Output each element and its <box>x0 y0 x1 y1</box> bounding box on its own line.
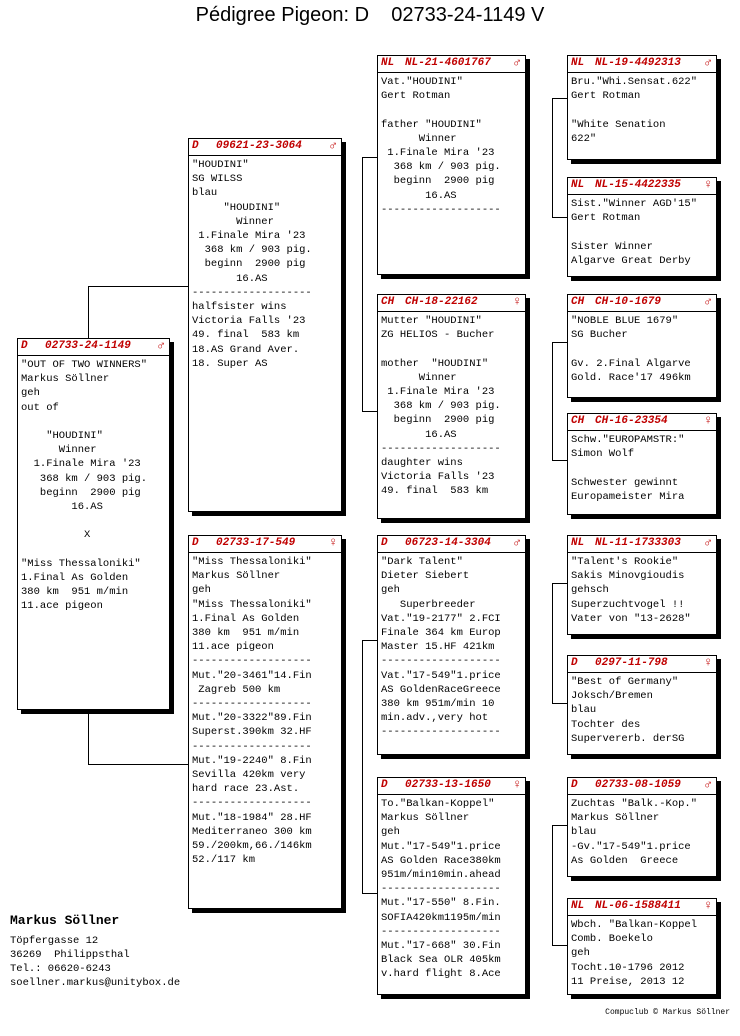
card-line: Markus Söllner <box>192 570 281 583</box>
card-header <box>378 56 525 73</box>
card-line: Mut."20-3461"14.Fin <box>192 669 312 682</box>
card-line: 1.Final As Golden <box>21 572 129 585</box>
card-body <box>568 73 716 148</box>
connector-line <box>552 98 568 99</box>
sex-symbol: ♀ <box>704 177 712 192</box>
country-code: D <box>571 657 578 669</box>
card-line: Schwester gewinnt <box>571 476 679 489</box>
ring-number: 02733-17-549 <box>216 537 296 549</box>
ring-number: NL-19-4492313 <box>595 57 681 69</box>
card-line: 380 km 951m/min 10 <box>381 698 495 711</box>
sex-symbol: ♀ <box>704 413 712 428</box>
card-line: "HOUDINI" <box>192 159 249 171</box>
card-line: 380 km 951 m/min <box>21 586 129 599</box>
card-header <box>568 295 716 312</box>
card-line: "HOUDINI" <box>192 201 281 214</box>
card-line: ------------------- <box>192 698 312 711</box>
ring-number: 02733-24-1149 <box>45 340 131 352</box>
connector-line <box>552 703 568 704</box>
card-line <box>571 342 713 356</box>
card-line: Gv. 2.Final Algarve <box>571 357 691 370</box>
card-line: geh <box>381 826 400 839</box>
card-body <box>378 73 525 219</box>
connector-line <box>362 157 363 411</box>
card-line: father "HOUDINI" <box>381 118 482 131</box>
card-line: "NOBLE BLUE 1679" <box>571 315 679 327</box>
card-line: geh <box>192 584 211 597</box>
card-line: 1.Finale Mira '23 <box>192 230 306 243</box>
card-line: 1.Final As Golden <box>192 612 300 625</box>
country-code: D <box>21 340 28 352</box>
card-line: Sister Winner <box>571 240 653 253</box>
card-line: Vat."17-549"1.price <box>381 669 501 682</box>
card-line: Black Sea OLR 405km <box>381 954 501 967</box>
card-line: Mut."18-1984" 28.HF <box>192 811 312 824</box>
page-title: Pédigree Pigeon: D 02733-24-1149 V <box>195 4 545 26</box>
card-line <box>571 461 713 475</box>
sex-symbol: ♂ <box>704 535 712 550</box>
card-line: Superzuchtvogel !! <box>571 598 685 611</box>
pigeon-card-maternal-grandfather[interactable] <box>377 535 526 755</box>
card-line <box>571 225 713 239</box>
card-line: Comb. Boekelo <box>571 933 653 946</box>
sex-symbol: ♀ <box>704 898 712 913</box>
card-line: ------------------- <box>192 740 312 753</box>
card-line: ------------------- <box>192 286 312 299</box>
card-line: 368 km / 903 pig. <box>381 400 501 413</box>
sex-symbol: ♂ <box>704 55 712 70</box>
pigeon-card-maternal-grandmother[interactable] <box>377 777 526 995</box>
connector-line <box>88 286 89 338</box>
ring-number: NL-06-1588411 <box>595 900 681 912</box>
card-line: beginn 2900 pig <box>381 175 495 188</box>
card-line: Mut."17-550" 8.Fin. <box>381 897 501 910</box>
card-body <box>18 356 169 616</box>
card-line: 52./117 km <box>192 854 256 867</box>
ring-number: CH-18-22162 <box>405 296 478 308</box>
ring-number: 0297-11-798 <box>595 657 668 669</box>
card-line: Victoria Falls '23 <box>381 471 495 484</box>
breeder-city: 36269 Philippsthal <box>10 949 130 961</box>
card-line: Winner <box>21 444 97 457</box>
card-body <box>378 553 525 742</box>
card-line: ------------------- <box>381 655 501 668</box>
card-line: Europameister Mira <box>571 490 685 503</box>
card-header <box>18 339 169 356</box>
pigeon-card-paternal-grandmother[interactable] <box>377 294 526 519</box>
card-line: Mediterraneo 300 km <box>192 825 312 838</box>
card-line <box>21 514 166 528</box>
card-body <box>189 553 341 869</box>
country-code: NL <box>381 57 395 69</box>
card-line: Gert Rotman <box>571 90 641 103</box>
card-body <box>378 795 525 984</box>
connector-line <box>552 98 553 217</box>
card-line: "Miss Thessaloniki" <box>21 557 141 570</box>
card-line: Dieter Siebert <box>381 570 470 583</box>
card-line: 59./200km,66./146km <box>192 840 312 853</box>
card-line: 16.AS <box>21 501 103 514</box>
card-line: gehsch <box>571 584 609 597</box>
card-line: Winner <box>381 132 457 145</box>
card-header <box>378 778 525 795</box>
card-line: ------------------- <box>381 726 501 739</box>
card-line: 16.AS <box>381 189 457 202</box>
card-line: 622" <box>571 132 597 145</box>
card-line: 1.Finale Mira '23 <box>21 458 141 471</box>
card-line: "Dark Talent" <box>381 556 463 568</box>
ring-number: NL-15-4422335 <box>595 179 681 191</box>
card-line: "OUT OF TWO WINNERS" <box>21 359 148 371</box>
card-line: Bru."Whi.Sensat.622" <box>571 76 698 88</box>
card-line: min.adv.,very hot <box>381 712 489 725</box>
card-line: hard race 23.Ast. <box>192 783 300 796</box>
ring-number: CH-16-23354 <box>595 415 668 427</box>
connector-line <box>552 217 568 218</box>
country-code: CH <box>571 415 585 427</box>
card-header <box>568 414 716 431</box>
breeder-street: Töpfergasse 12 <box>10 935 99 947</box>
ring-number: 09621-23-3064 <box>216 140 302 152</box>
country-code: NL <box>571 179 585 191</box>
card-line: Simon Wolf <box>571 448 635 461</box>
card-line: "Talent's Rookie" <box>571 556 679 568</box>
card-header <box>568 178 716 195</box>
card-line: To."Balkan-Koppel" <box>381 798 495 810</box>
card-line: blau <box>571 704 597 717</box>
pigeon-card-ggp-2[interactable] <box>567 177 717 277</box>
country-code: D <box>192 537 199 549</box>
ring-number: 02733-08-1059 <box>595 779 681 791</box>
card-line: 49. final 583 km <box>381 485 489 498</box>
card-header <box>568 536 716 553</box>
card-line: mother "HOUDINI" <box>381 357 489 370</box>
card-line: Sevilla 420km very <box>192 769 306 782</box>
card-line: Schw."EUROPAMSTR:" <box>571 434 685 446</box>
card-header <box>189 139 341 156</box>
pigeon-card-mother[interactable] <box>188 535 342 909</box>
card-line: v.hard flight 8.Ace <box>381 968 501 981</box>
breeder-info <box>10 913 180 990</box>
card-line: Markus Söllner <box>381 812 470 825</box>
card-line: Tocht.10-1796 2012 <box>571 961 685 974</box>
card-line: Mut."17-668" 30.Fin <box>381 940 501 953</box>
card-line: SG Bucher <box>571 329 628 342</box>
connector-line <box>362 893 378 894</box>
connector-line <box>88 764 189 765</box>
card-body <box>568 916 716 991</box>
pigeon-card-ggp-5[interactable] <box>567 535 717 635</box>
connector-line <box>552 583 553 703</box>
card-line: Master 15.HF 421km <box>381 641 495 654</box>
sex-symbol: ♂ <box>513 55 521 70</box>
pigeon-card-ggp-3[interactable] <box>567 294 717 398</box>
country-code: D <box>381 779 388 791</box>
ring-number: 06723-14-3304 <box>405 537 491 549</box>
pigeon-card-ggp-7[interactable] <box>567 777 717 877</box>
pigeon-card-paternal-grandfather[interactable] <box>377 55 526 275</box>
card-line: 368 km / 903 pig. <box>381 161 501 174</box>
breeder-name: Markus Söllner <box>10 913 120 928</box>
card-line: Zuchtas "Balk.-Kop." <box>571 798 698 810</box>
card-body <box>568 312 716 387</box>
card-line: 368 km / 903 pig. <box>192 244 312 257</box>
card-line: 11.ace pigeon <box>21 600 103 613</box>
connector-line <box>552 825 553 945</box>
card-line: ------------------- <box>192 797 312 810</box>
card-line: daughter wins <box>381 457 463 470</box>
connector-line <box>362 640 363 893</box>
breeder-phone: Tel.: 06620-6243 <box>10 963 111 975</box>
card-line: Vat."HOUDINI" <box>381 76 463 88</box>
pigeon-card-father[interactable] <box>188 138 342 512</box>
card-line <box>21 415 166 429</box>
card-line <box>381 103 522 117</box>
sex-symbol: ♂ <box>513 535 521 550</box>
card-line: AS GoldenRaceGreece <box>381 683 501 696</box>
connector-line <box>362 640 378 641</box>
card-line: Gold. Race'17 496km <box>571 371 691 384</box>
card-header <box>378 295 525 312</box>
card-line: blau <box>571 826 597 839</box>
card-line: Finale 364 km Europ <box>381 627 501 640</box>
card-line: ------------------- <box>381 925 501 938</box>
card-line: 1.Finale Mira '23 <box>381 386 495 399</box>
card-line: "HOUDINI" <box>21 430 103 443</box>
card-line: 11 Preise, 2013 12 <box>571 975 685 988</box>
card-line: 1.Finale Mira '23 <box>381 147 495 160</box>
card-line: Joksch/Bremen <box>571 690 653 703</box>
card-line: Mut."17-549"1.price <box>381 840 501 853</box>
card-line: beginn 2900 pig <box>192 258 306 271</box>
card-line: 368 km / 903 pig. <box>21 472 148 485</box>
connector-line <box>552 825 568 826</box>
sex-symbol: ♂ <box>704 777 712 792</box>
card-line: geh <box>21 387 40 400</box>
card-line: 11.ace pigeon <box>192 641 274 654</box>
card-line: ------------------- <box>381 203 501 216</box>
card-body <box>378 312 525 501</box>
card-header <box>568 778 716 795</box>
card-line: 380 km 951 m/min <box>192 627 300 640</box>
card-line: ------------------- <box>381 442 501 455</box>
card-body <box>568 553 716 628</box>
ring-number: CH-10-1679 <box>595 296 662 308</box>
card-line: Vat."19-2177" 2.FCI <box>381 612 501 625</box>
card-line <box>571 103 713 117</box>
card-line: Gert Rotman <box>571 212 641 225</box>
card-line: "White Senation <box>571 118 666 131</box>
sex-symbol: ♂ <box>704 294 712 309</box>
card-line: ------------------- <box>381 883 501 896</box>
card-line: -Gv."17-549"1.price <box>571 840 691 853</box>
country-code: NL <box>571 537 585 549</box>
sex-symbol: ♀ <box>329 535 337 550</box>
card-line: X <box>21 529 91 542</box>
card-line: ZG HELIOS - Bucher <box>381 329 495 342</box>
connector-line <box>88 286 189 287</box>
sex-symbol: ♂ <box>329 138 337 153</box>
card-line: Superst.390km 32.HF <box>192 726 312 739</box>
ring-number: NL-21-4601767 <box>405 57 491 69</box>
card-header <box>568 899 716 916</box>
country-code: D <box>192 140 199 152</box>
card-body <box>568 795 716 870</box>
card-line: 951m/min10min.ahead <box>381 869 501 882</box>
card-line: 18. Super AS <box>192 357 268 370</box>
ring-number: 02733-13-1650 <box>405 779 491 791</box>
card-line: Markus Söllner <box>21 373 110 386</box>
card-line: Mut."19-2240" 8.Fin <box>192 754 312 767</box>
card-line: Sakis Minovgioudis <box>571 570 685 583</box>
card-line: ------------------- <box>192 655 312 668</box>
card-line: halfsister wins <box>192 301 287 314</box>
pigeon-card-ggp-6[interactable] <box>567 655 717 755</box>
card-line: out of <box>21 401 59 414</box>
card-line: beginn 2900 pig <box>381 414 495 427</box>
card-line: SG WILSS <box>192 173 243 186</box>
ring-number: NL-11-1733303 <box>595 537 681 549</box>
card-line: AS Golden Race380km <box>381 854 501 867</box>
card-line: 49. final 583 km <box>192 329 300 342</box>
card-header <box>378 536 525 553</box>
card-line: Sist."Winner AGD'15" <box>571 198 698 210</box>
card-body <box>568 195 716 270</box>
card-line: Markus Söllner <box>571 812 660 825</box>
pigeon-card-ggp-1[interactable] <box>567 55 717 160</box>
card-line: blau <box>192 187 218 200</box>
country-code: D <box>571 779 578 791</box>
card-header <box>568 656 716 673</box>
card-line: Victoria Falls '23 <box>192 315 306 328</box>
sex-symbol: ♀ <box>704 655 712 670</box>
card-line: "Miss Thessaloniki" <box>192 556 312 568</box>
card-line: 18.AS Grand Aver. <box>192 343 300 356</box>
card-body <box>189 156 341 373</box>
connector-line <box>552 342 553 460</box>
card-line: As Golden Greece <box>571 854 679 867</box>
card-line: Tochter des <box>571 718 641 731</box>
connector-line <box>362 411 378 412</box>
card-line: "Miss Thessaloniki" <box>192 598 312 611</box>
pigeon-card-ggp-4[interactable] <box>567 413 717 515</box>
sex-symbol: ♂ <box>157 338 165 353</box>
connector-line <box>552 460 568 461</box>
connector-line <box>552 945 568 946</box>
breeder-email[interactable]: soellner.markus@unitybox.de <box>10 977 181 989</box>
connector-line <box>362 157 378 158</box>
card-line: geh <box>571 947 590 960</box>
connector-line <box>552 342 568 343</box>
sex-symbol: ♀ <box>513 777 521 792</box>
card-body <box>568 673 716 748</box>
card-line: Superbreeder <box>381 598 476 611</box>
card-line: Winner <box>192 215 274 228</box>
connector-line <box>552 583 568 584</box>
country-code: NL <box>571 57 585 69</box>
card-line: "Best of Germany" <box>571 676 679 688</box>
card-line: geh <box>381 584 400 597</box>
card-line <box>21 543 166 557</box>
pigeon-card-subject[interactable] <box>17 338 170 710</box>
card-line: Zagreb 500 km <box>192 683 281 696</box>
pigeon-card-ggp-8[interactable] <box>567 898 717 995</box>
card-body <box>568 431 716 506</box>
card-line: Mut."20-3322"89.Fin <box>192 712 312 725</box>
footer-credit: Compuclub © Markus Söllner <box>605 1008 730 1017</box>
country-code: NL <box>571 900 585 912</box>
card-line <box>381 342 522 356</box>
card-header <box>189 536 341 553</box>
card-line: Vater von "13-2628" <box>571 612 691 625</box>
country-code: CH <box>381 296 395 308</box>
country-code: D <box>381 537 388 549</box>
card-header <box>568 56 716 73</box>
card-line: Algarve Great Derby <box>571 254 691 267</box>
card-line: Gert Rotman <box>381 90 451 103</box>
card-line: Winner <box>381 371 457 384</box>
card-line: Supervererb. derSG <box>571 732 685 745</box>
card-line: SOFIA420km1195m/min <box>381 911 501 924</box>
connector-line <box>88 709 89 764</box>
card-line: beginn 2900 pig <box>21 486 141 499</box>
sex-symbol: ♀ <box>513 294 521 309</box>
card-line: 16.AS <box>192 272 268 285</box>
country-code: CH <box>571 296 585 308</box>
card-line: Mutter "HOUDINI" <box>381 315 482 327</box>
card-line: 16.AS <box>381 428 457 441</box>
card-line: Wbch. "Balkan-Koppel <box>571 919 698 931</box>
